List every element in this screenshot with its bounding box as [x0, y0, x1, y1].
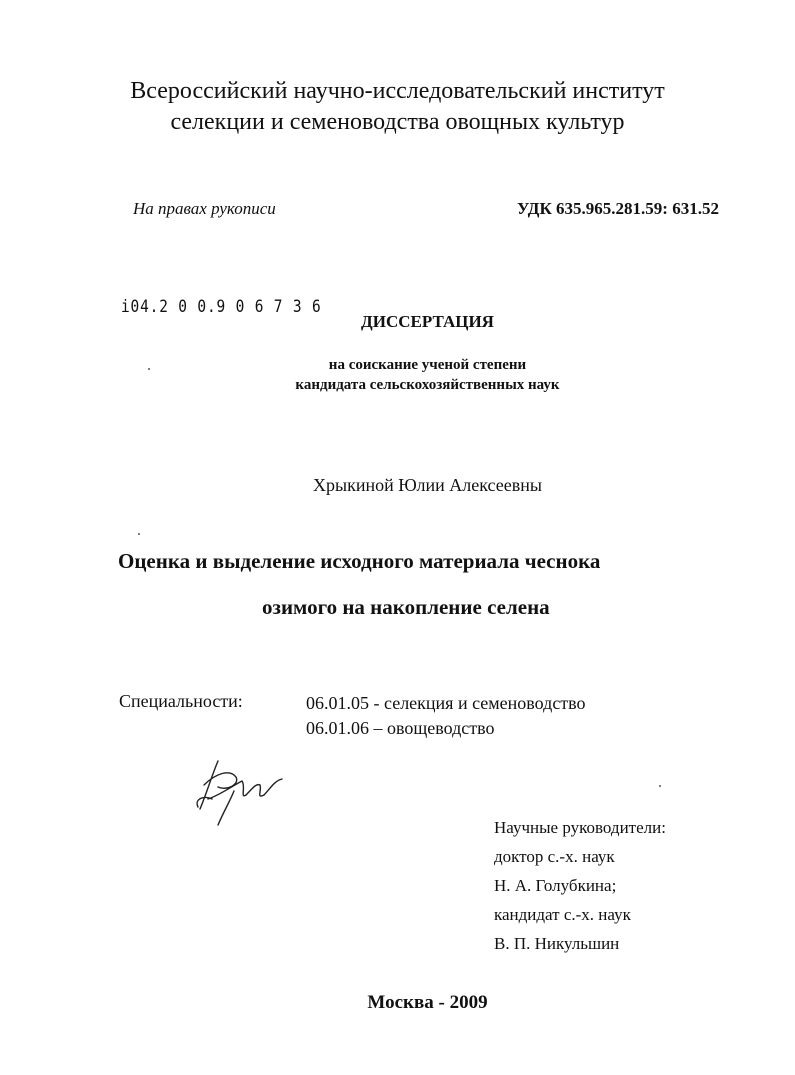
scan-speck: [138, 533, 140, 535]
degree-statement: [30, 355, 795, 395]
supervisors-block: [494, 813, 666, 958]
institute-line-1: Всероссийский научно-исследовательский институт: [130, 78, 665, 104]
supervisor-line: Н. А. Голубкина;: [494, 876, 617, 895]
institute-name: [0, 76, 795, 138]
author-name: Хрыкиной Юлии Алексеевны: [313, 475, 542, 495]
title-line-1: Оценка и выделение исходного материала чеснока: [118, 549, 601, 573]
specialty-item: 06.01.06 – овощеводство: [306, 718, 495, 738]
dissertation-title: [0, 538, 795, 630]
scan-speck: [148, 368, 150, 370]
document-type: ДИССЕРТАЦИЯ: [361, 312, 494, 331]
city-year: Москва - 2009: [367, 992, 488, 1013]
udk-code: УДК 635.965.281.59: 631.52: [517, 199, 719, 218]
institute-line-2: селекции и семеноводства овощных культур: [170, 109, 625, 135]
degree-line-1: на соискание ученой степени: [328, 357, 527, 373]
supervisors-heading: Научные руководители:: [494, 818, 666, 837]
signature-mark: [190, 755, 290, 830]
specialty-item: 06.01.05 - селекция и семеноводство: [306, 693, 586, 713]
scan-speck: [659, 785, 661, 787]
title-line-2: озимого на накопление селена: [262, 595, 550, 619]
rights-notice: На правах рукописи: [133, 199, 276, 218]
supervisor-line: кандидат с.-х. наук: [494, 905, 631, 924]
specialties-label: Специальности:: [119, 691, 243, 711]
registration-stamp: i04.2 0 0.9 0 6 7 3 6: [121, 297, 322, 317]
supervisor-line: В. П. Никульшин: [494, 934, 620, 953]
supervisor-line: доктор с.-х. наук: [494, 847, 615, 866]
degree-line-2: кандидата сельскохозяйственных наук: [295, 377, 560, 393]
specialties-list: [306, 691, 586, 741]
